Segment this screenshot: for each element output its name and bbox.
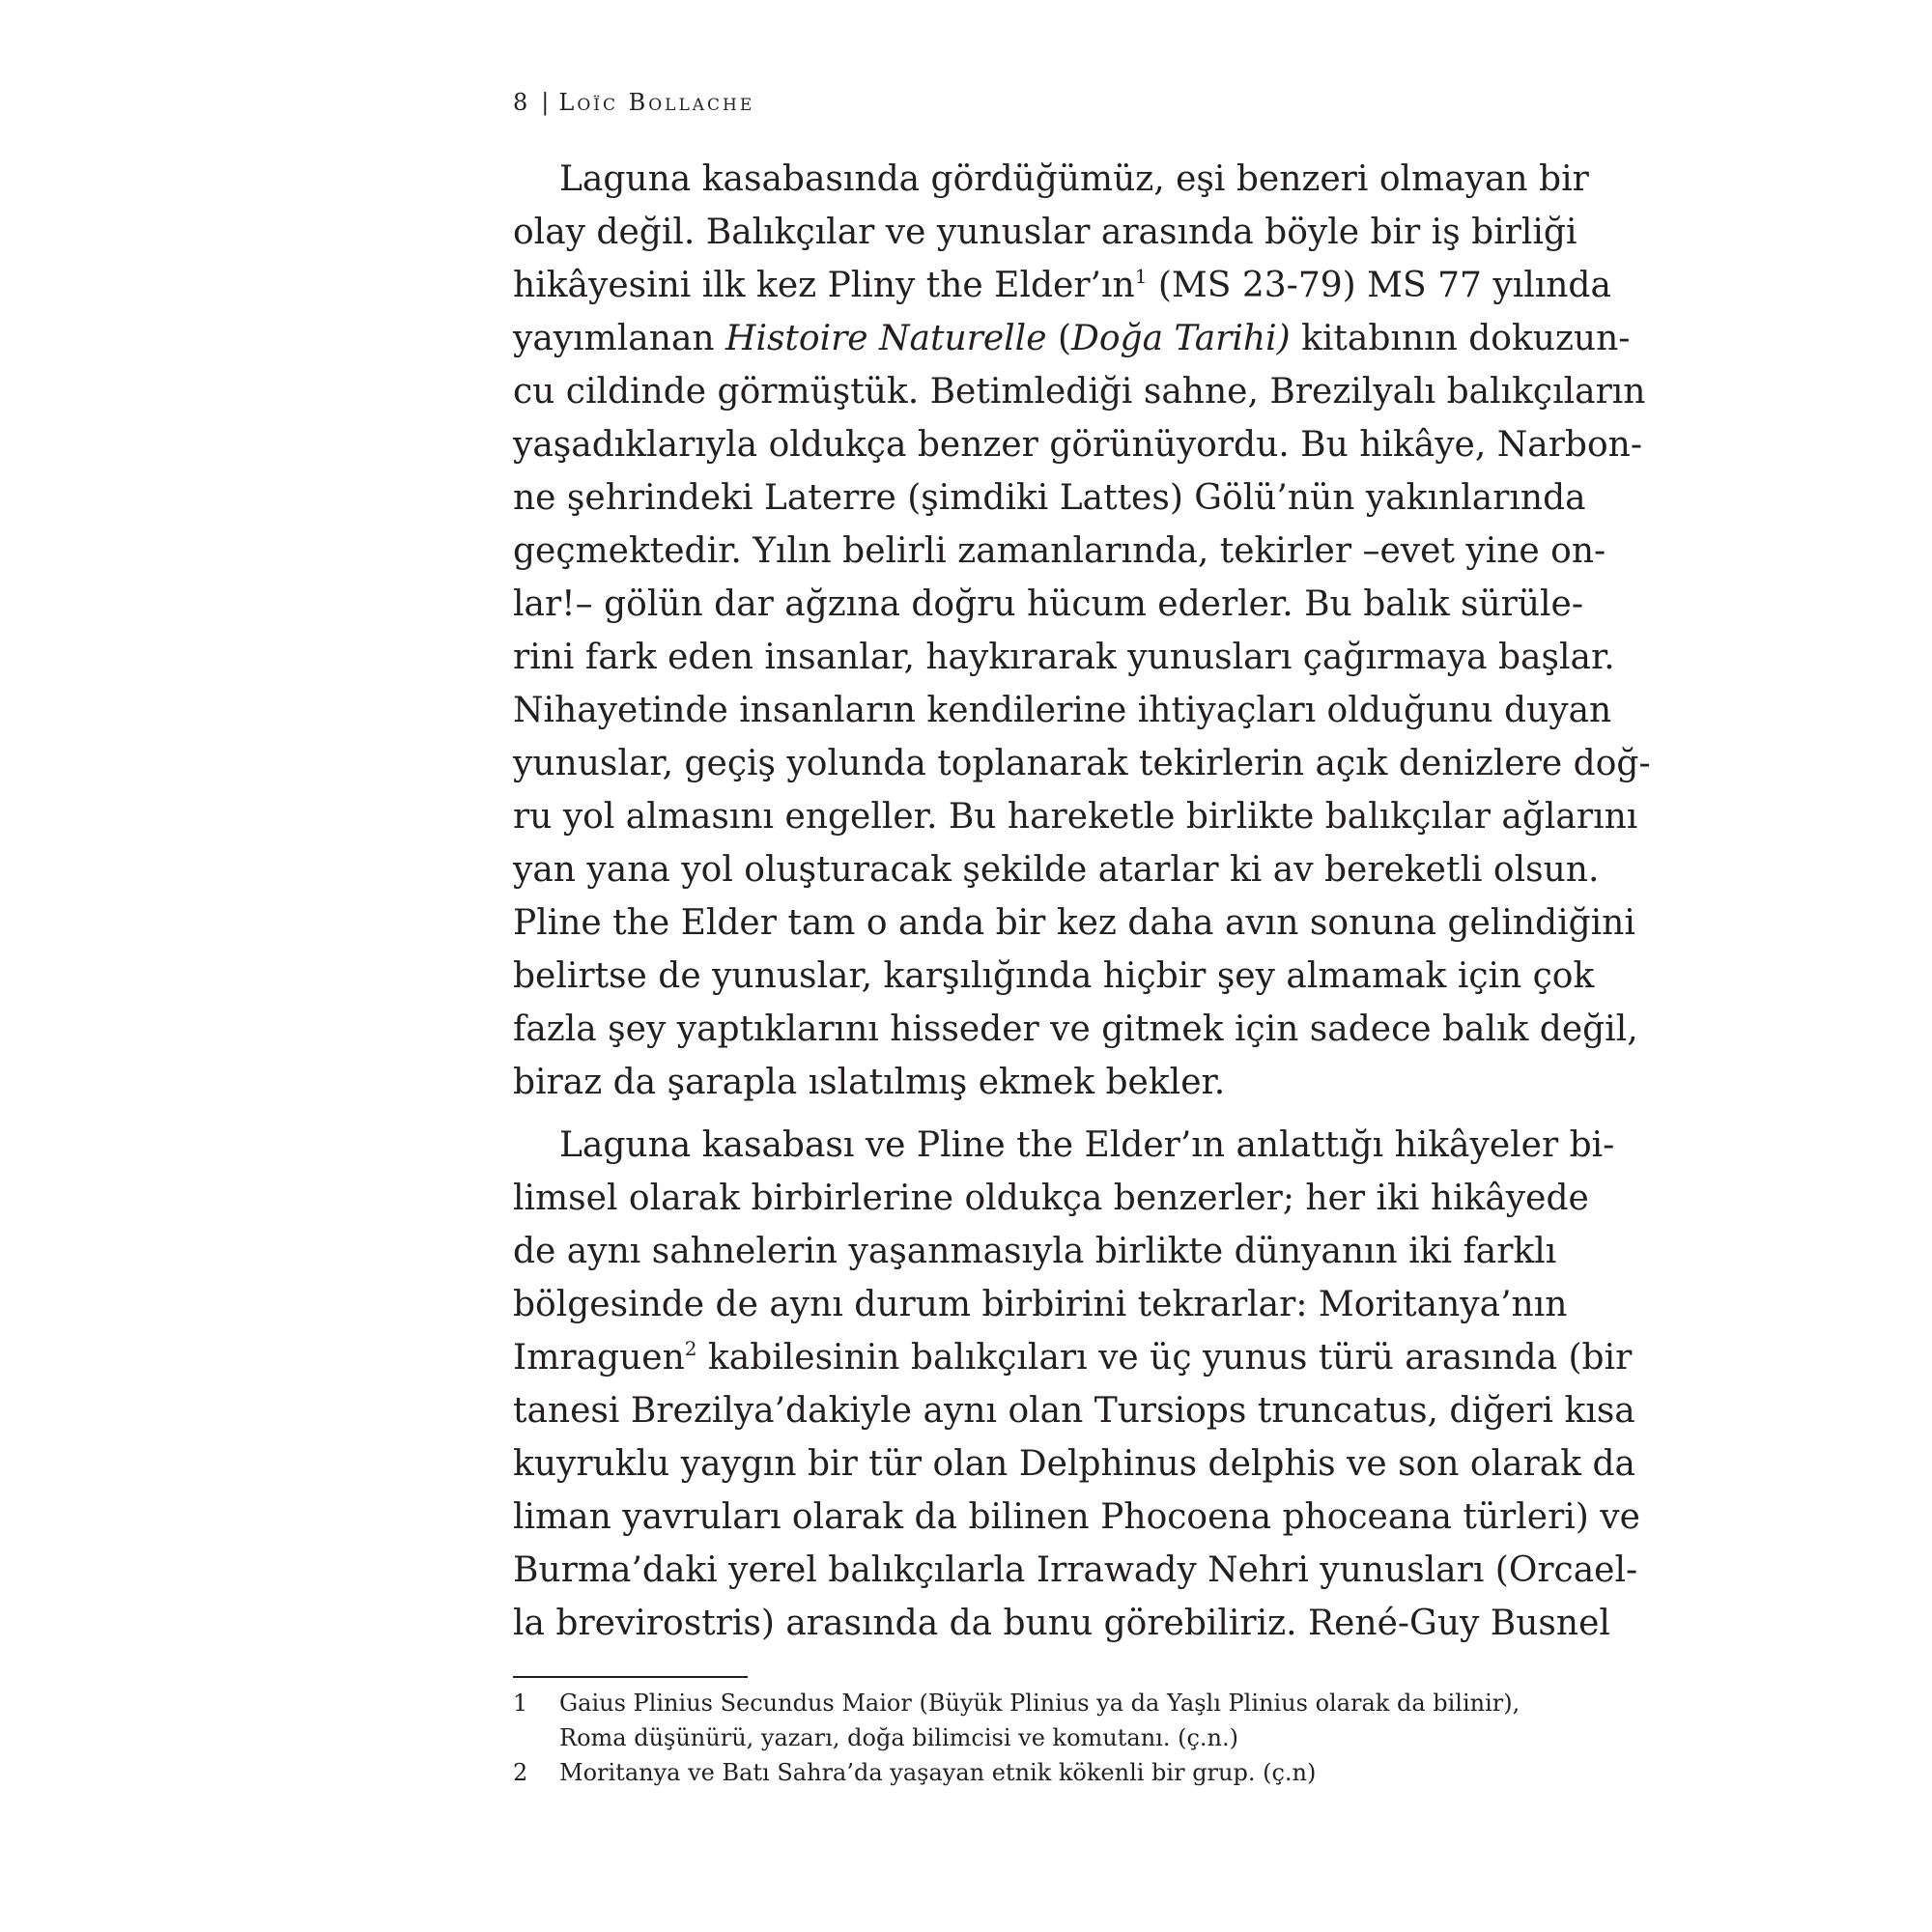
text-line: Burma’daki yerel balıkçılarla Irrawady Nehri yunusları (Orcael-	[513, 1550, 1638, 1590]
text-line: liman yavruları olarak da bilinen Phocoena phoceana türleri) ve	[513, 1497, 1640, 1537]
text-line	[513, 1331, 1633, 1384]
footnote-line: Gaius Plinius Secundus Maior (Büyük Plinius ya da Yaşlı Plinius olarak da bilinir),	[559, 1690, 1520, 1717]
running-head	[513, 89, 754, 116]
footnote-2	[513, 1755, 1411, 1790]
text-line: Pline the Elder tam o anda bir kez daha avın sonuna gelindiğini	[513, 903, 1635, 943]
footnote-ref-1: 1	[1134, 265, 1148, 288]
text-line: Nihayetinde insanların kendilerine ihtiyaçları olduğunu duyan	[513, 691, 1612, 730]
page-number: 8	[513, 89, 530, 116]
text-segment: hikâyesini ilk kez Pliny the Elder’ın	[513, 266, 1135, 305]
text-line: yunuslar, geçiş yolunda toplanarak tekirlerin açık denizlere doğ-	[513, 744, 1651, 783]
text-segment: kitabının dokuzun-	[1290, 319, 1631, 358]
text-line: lar!– gölün dar ağzına doğru hücum ederler. Bu balık sürüle-	[513, 584, 1584, 624]
footnotes	[513, 1686, 1520, 1790]
book-title-italic: Histoire Naturelle	[725, 319, 1047, 358]
footnote-line: Moritanya ve Batı Sahra’da yaşayan etnik kökenli bir grup. (ç.n)	[559, 1759, 1317, 1786]
text-line	[513, 259, 1611, 312]
footnote-1	[513, 1686, 1520, 1755]
text-line	[513, 312, 1631, 365]
footnote-ref-2: 2	[684, 1337, 697, 1360]
text-line: olay değil. Balıkçılar ve yunuslar arasında böyle bir iş birliği	[513, 213, 1577, 252]
text-line: Laguna kasabası ve Pline the Elder’ın anlattığı hikâyeler bi-	[559, 1125, 1615, 1165]
body-text	[513, 153, 1651, 1650]
footnote-line: Roma düşünürü, yazarı, doğa bilimcisi ve komutanı. (ç.n.)	[559, 1724, 1238, 1751]
text-line: de aynı sahnelerin yaşanmasıyla birlikte dünyanın iki farklı	[513, 1232, 1557, 1271]
text-line: ru yol almasını engeller. Bu hareketle birlikte balıkçılar ağlarını	[513, 797, 1638, 837]
text-line: yaşadıklarıyla oldukça benzer görünüyordu. Bu hikâye, Narbon-	[513, 425, 1642, 465]
text-line: bölgesinde de aynı durum birbirini tekrarlar: Moritanya’nın	[513, 1285, 1568, 1324]
text-line: limsel olarak birbirlerine oldukça benzerler; her iki hikâyede	[513, 1179, 1589, 1218]
text-line: rini fark eden insanlar, haykırarak yunusları çağırmaya başlar.	[513, 638, 1615, 677]
footnote-text	[559, 1755, 1411, 1790]
text-line: yan yana yol oluşturacak şekilde atarlar ki av bereketli olsun.	[513, 850, 1600, 890]
text-line: ne şehrindeki Laterre (şimdiki Lattes) Gölü’nün yakınlarında	[513, 478, 1586, 518]
text-line: Laguna kasabasında gördüğümüz, eşi benzeri olmayan bir	[559, 159, 1589, 199]
footnote-number: 1	[513, 1690, 528, 1717]
footnote-text	[559, 1686, 1520, 1755]
footnote-divider	[513, 1676, 748, 1678]
text-line: tanesi Brezilya’dakiyle aynı olan Tursiops truncatus, diğeri kısa	[513, 1391, 1635, 1431]
header-separator: |	[541, 89, 552, 116]
text-line: kuyruklu yaygın bir tür olan Delphinus delphis ve son olarak da	[513, 1444, 1636, 1484]
text-segment: (	[1046, 319, 1072, 358]
text-line: biraz da şarapla ıslatılmış ekmek bekler.	[513, 1063, 1226, 1102]
text-segment: yayımlanan	[513, 319, 726, 358]
text-line: la brevirostris) arasında da bunu görebiliriz. René-Guy Busnel	[513, 1604, 1610, 1643]
footnote-number: 2	[513, 1759, 528, 1786]
author-name: Loïc Bollache	[558, 89, 755, 116]
text-segment: (MS 23-79) MS 77 yılında	[1147, 266, 1611, 305]
text-line: belirtse de yunuslar, karşılığında hiçbir şey almamak için çok	[513, 956, 1595, 996]
text-segment: Imraguen	[513, 1338, 685, 1378]
paragraph-2	[513, 1119, 1640, 1650]
book-title-translation-italic: Doğa Tarihi)	[1071, 319, 1291, 358]
text-line: cu cildinde görmüştük. Betimlediği sahne, Brezilyalı balıkçıların	[513, 372, 1646, 412]
text-line: fazla şey yaptıklarını hisseder ve gitmek için sadece balık değil,	[513, 1009, 1638, 1049]
text-line: geçmektedir. Yılın belirli zamanlarında, tekirler –evet yine on-	[513, 531, 1606, 571]
text-segment: kabilesinin balıkçıları ve üç yunus türü arasında (bir	[696, 1338, 1633, 1378]
paragraph-1	[513, 153, 1651, 1109]
